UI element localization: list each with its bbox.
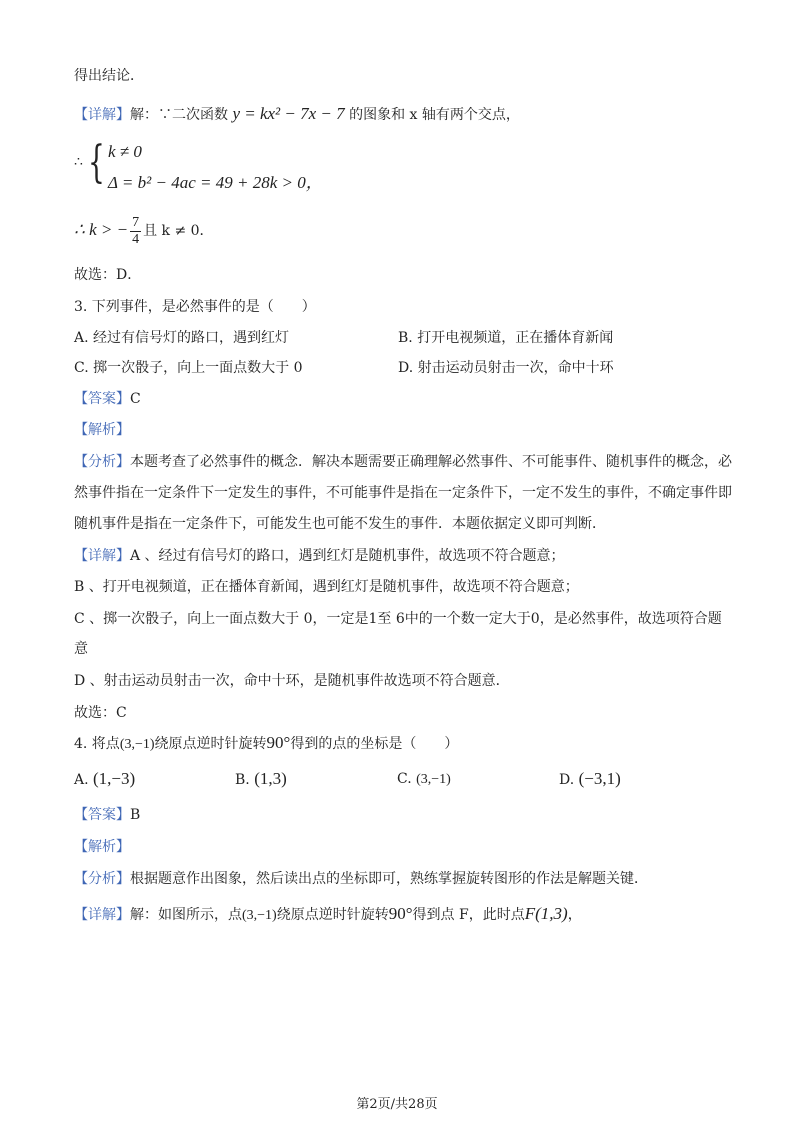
detail-tag: 【详解】 <box>74 107 130 123</box>
text: 得到点 F，此时点 <box>412 907 525 923</box>
q3-fenxi-2: 然事件指在一定条件下一定发生的事件，不可能事件是指在一定条件下，一定不发生的事件，不确定事件即 <box>74 485 732 501</box>
answer-value: B <box>130 807 141 823</box>
q4-option-d <box>559 769 621 790</box>
detail-text: A 、经过有信号灯的路口，遇到红灯是随机事件，故选项不符合题意； <box>130 548 565 564</box>
option-letter: A. <box>74 772 89 788</box>
q4-option-b <box>235 769 287 790</box>
text: 得到的点的坐标是（ ） <box>290 736 459 752</box>
option-letter: B. <box>235 772 250 788</box>
text: 绕原点逆时针旋转 <box>154 736 267 752</box>
q3-analysis-tag: 【解析】 <box>74 422 130 438</box>
fenxi-text: 本题考查了必然事件的概念．解决本题需要正确理解必然事件、不可能事件、随机事件的概念，必 <box>130 454 732 470</box>
conclusion-line: 故选：D． <box>74 267 142 283</box>
answer-tag: 【答案】 <box>74 391 130 407</box>
q4-option-a <box>74 769 135 790</box>
point-f: F(1,3) <box>524 904 568 923</box>
detail-line <box>74 104 520 125</box>
q3-detail-4: 意 <box>74 641 88 657</box>
text: 4. 将点 <box>74 736 120 752</box>
q4-fenxi <box>74 869 648 889</box>
q3-fenxi-3: 随机事件是指在一定条件下，可能发生也可能不发生的事件．本题依据定义即可判断． <box>74 516 606 532</box>
q3-option-c: C. 掷一次骰子，向上一面点数大于 0 <box>74 360 303 376</box>
fraction <box>130 215 141 248</box>
question-4-stem <box>74 733 458 755</box>
q3-option-b: B. 打开电视频道，正在播体育新闻 <box>398 330 614 346</box>
fenxi-tag: 【分析】 <box>74 871 130 887</box>
option-letter: D. <box>559 772 575 788</box>
q4-analysis-tag: 【解析】 <box>74 839 130 855</box>
q3-option-a: A. 经过有信号灯的路口，遇到红灯 <box>74 330 290 346</box>
system-row-2: Δ = b² − 4ac = 49 + 28k > 0， <box>108 173 323 192</box>
q3-conclusion: 故选：C <box>74 705 127 721</box>
text: 绕原点逆时针旋转 <box>276 907 389 923</box>
text: 解：∵二次函数 <box>130 107 233 123</box>
answer-tag: 【答案】 <box>74 807 130 823</box>
fenxi-text: 根据题意作出图象，然后读出点的坐标即可，熟练掌握旋转图形的作法是解题关键． <box>130 871 648 887</box>
option-value: (3,−1) <box>416 772 451 787</box>
option-value: (1,−3) <box>93 769 136 788</box>
fenxi-tag: 【分析】 <box>74 454 130 470</box>
q3-answer <box>74 389 141 409</box>
q3-fenxi-1 <box>74 452 732 472</box>
therefore-symbol: ∴ <box>74 154 83 170</box>
question-3-stem: 3. 下列事件，是必然事件的是（ ） <box>74 299 316 315</box>
detail-tag: 【详解】 <box>74 548 130 564</box>
result-line <box>74 213 214 248</box>
q3-detail-5: D 、射击运动员射击一次，命中十环，是随机事件故选项不符合题意． <box>74 673 510 689</box>
fraction-denominator: 4 <box>132 231 140 247</box>
formula-prefix: ∴ k > − <box>74 220 129 239</box>
system-row-1: k ≠ 0 <box>108 142 142 161</box>
q4-detail <box>74 904 582 926</box>
formula: y = kx² − 7x − 7 <box>232 104 345 123</box>
option-letter: C. <box>397 771 412 787</box>
page-footer: 第2页/共28页 <box>356 1097 438 1112</box>
fraction-numerator: 7 <box>132 214 140 230</box>
option-value: (1,3) <box>254 769 287 788</box>
text-line: 得出结论． <box>74 68 144 84</box>
text: ， <box>567 907 582 923</box>
angle: 90° <box>266 733 291 752</box>
angle: 90° <box>388 904 413 923</box>
q3-detail-2: B 、打开电视频道，正在播体育新闻，遇到红灯是随机事件，故选项不符合题意； <box>74 579 579 595</box>
formula-suffix: 且 k ≠ 0． <box>143 223 214 239</box>
q3-detail-3: C 、掷一次骰子，向上一面点数大于 0，一定是1至 6中的一个数一定大于0，是必然事件，故选项符合题 <box>74 611 722 627</box>
answer-value: C <box>130 391 141 407</box>
q4-answer <box>74 805 140 825</box>
text: 的图象和 x 轴有两个交点， <box>344 107 520 123</box>
point: (3,−1) <box>242 908 277 923</box>
q3-detail-1 <box>74 546 565 566</box>
q3-option-d: D. 射击运动员射击一次，命中十环 <box>398 360 614 376</box>
q4-option-c <box>397 769 451 790</box>
brace: { <box>88 137 105 188</box>
point: (3,−1) <box>119 737 155 752</box>
text: 解：如图所示，点 <box>130 907 242 923</box>
detail-tag: 【详解】 <box>74 907 130 923</box>
option-value: (−3,1) <box>578 769 621 788</box>
